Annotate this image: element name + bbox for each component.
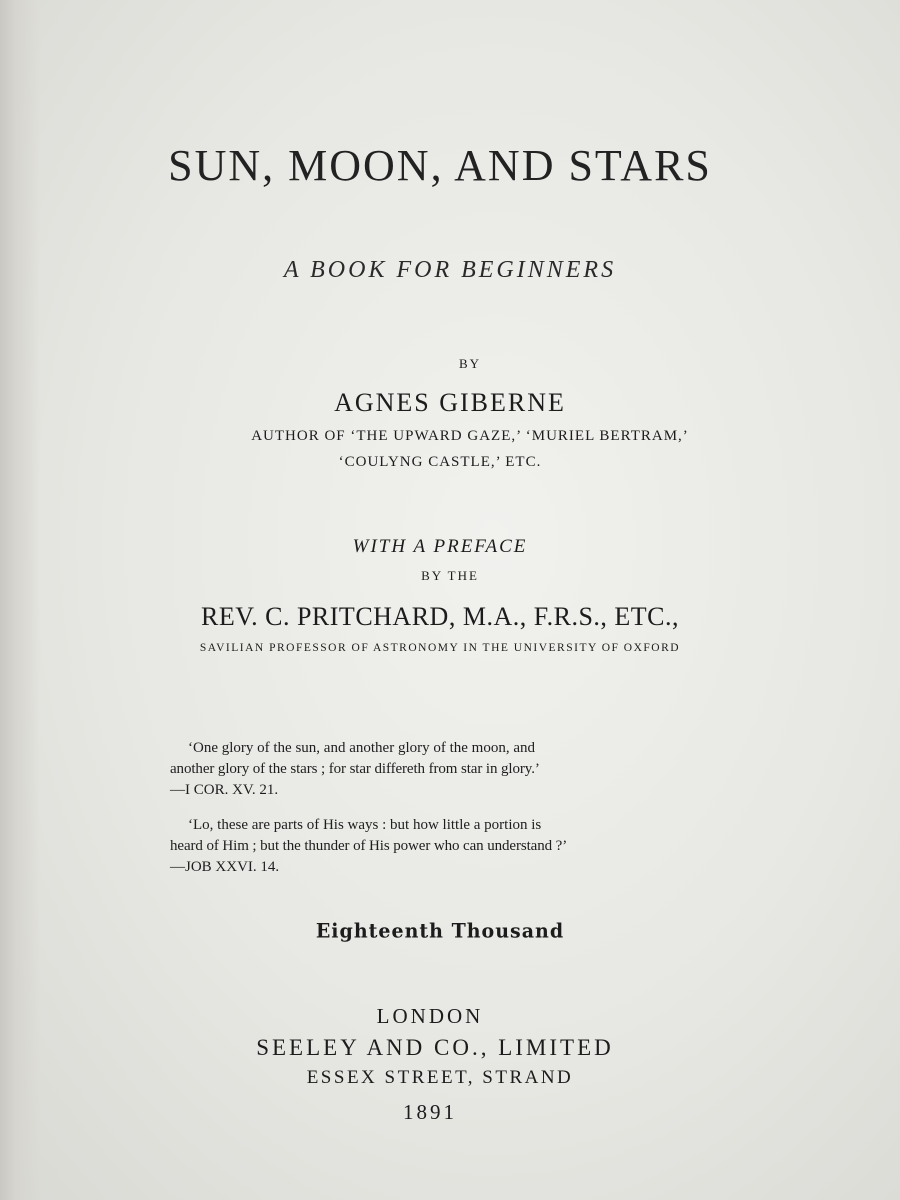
by-label: BY	[458, 356, 482, 371]
book-title: SUN, MOON, AND STARS	[168, 141, 712, 190]
author-of-line-2: ‘COULYNG CASTLE,’ ETC.	[338, 454, 542, 470]
quote-line: heard of Him ; but the thunder of His power who can understand ?’	[170, 838, 568, 854]
imprint-address: ESSEX STREET, STRAND	[306, 1067, 574, 1088]
preface-label: WITH A PREFACE	[352, 536, 528, 557]
imprint-publisher: SEELEY AND CO., LIMITED	[256, 1035, 614, 1060]
preface-author: REV. C. PRITCHARD, M.A., F.R.S., ETC.,	[200, 602, 680, 631]
imprint-city: LONDON	[376, 1004, 484, 1028]
epigraph-quote	[170, 815, 750, 878]
edition-note: Eighteenth Thousand	[315, 919, 565, 943]
preface-author-title: SAVILIAN PROFESSOR OF ASTRONOMY IN THE UNIVERSITY OF OXFORD	[199, 642, 681, 654]
quote-line: ‘Lo, these are parts of His ways : but how little a portion is	[188, 817, 542, 833]
quote-line: ‘One glory of the sun, and another glory of the moon, and	[188, 740, 535, 756]
author-of-line-1: AUTHOR OF ‘THE UPWARD GAZE,’ ‘MURIEL BERTRAM,’	[251, 428, 689, 444]
book-subtitle: A BOOK FOR BEGINNERS	[283, 257, 617, 283]
page-gutter	[0, 0, 40, 1200]
author-name: AGNES GIBERNE	[334, 388, 566, 417]
quote-line: another glory of the stars ; for star differeth from star in glory.’	[170, 761, 540, 777]
quote-citation: —JOB XXVI. 14.	[170, 859, 280, 875]
imprint-year: 1891	[403, 1100, 457, 1124]
quote-citation: —I COR. XV. 21.	[170, 782, 279, 798]
epigraph-quote	[170, 738, 750, 801]
by-the-label: BY THE	[421, 568, 479, 583]
